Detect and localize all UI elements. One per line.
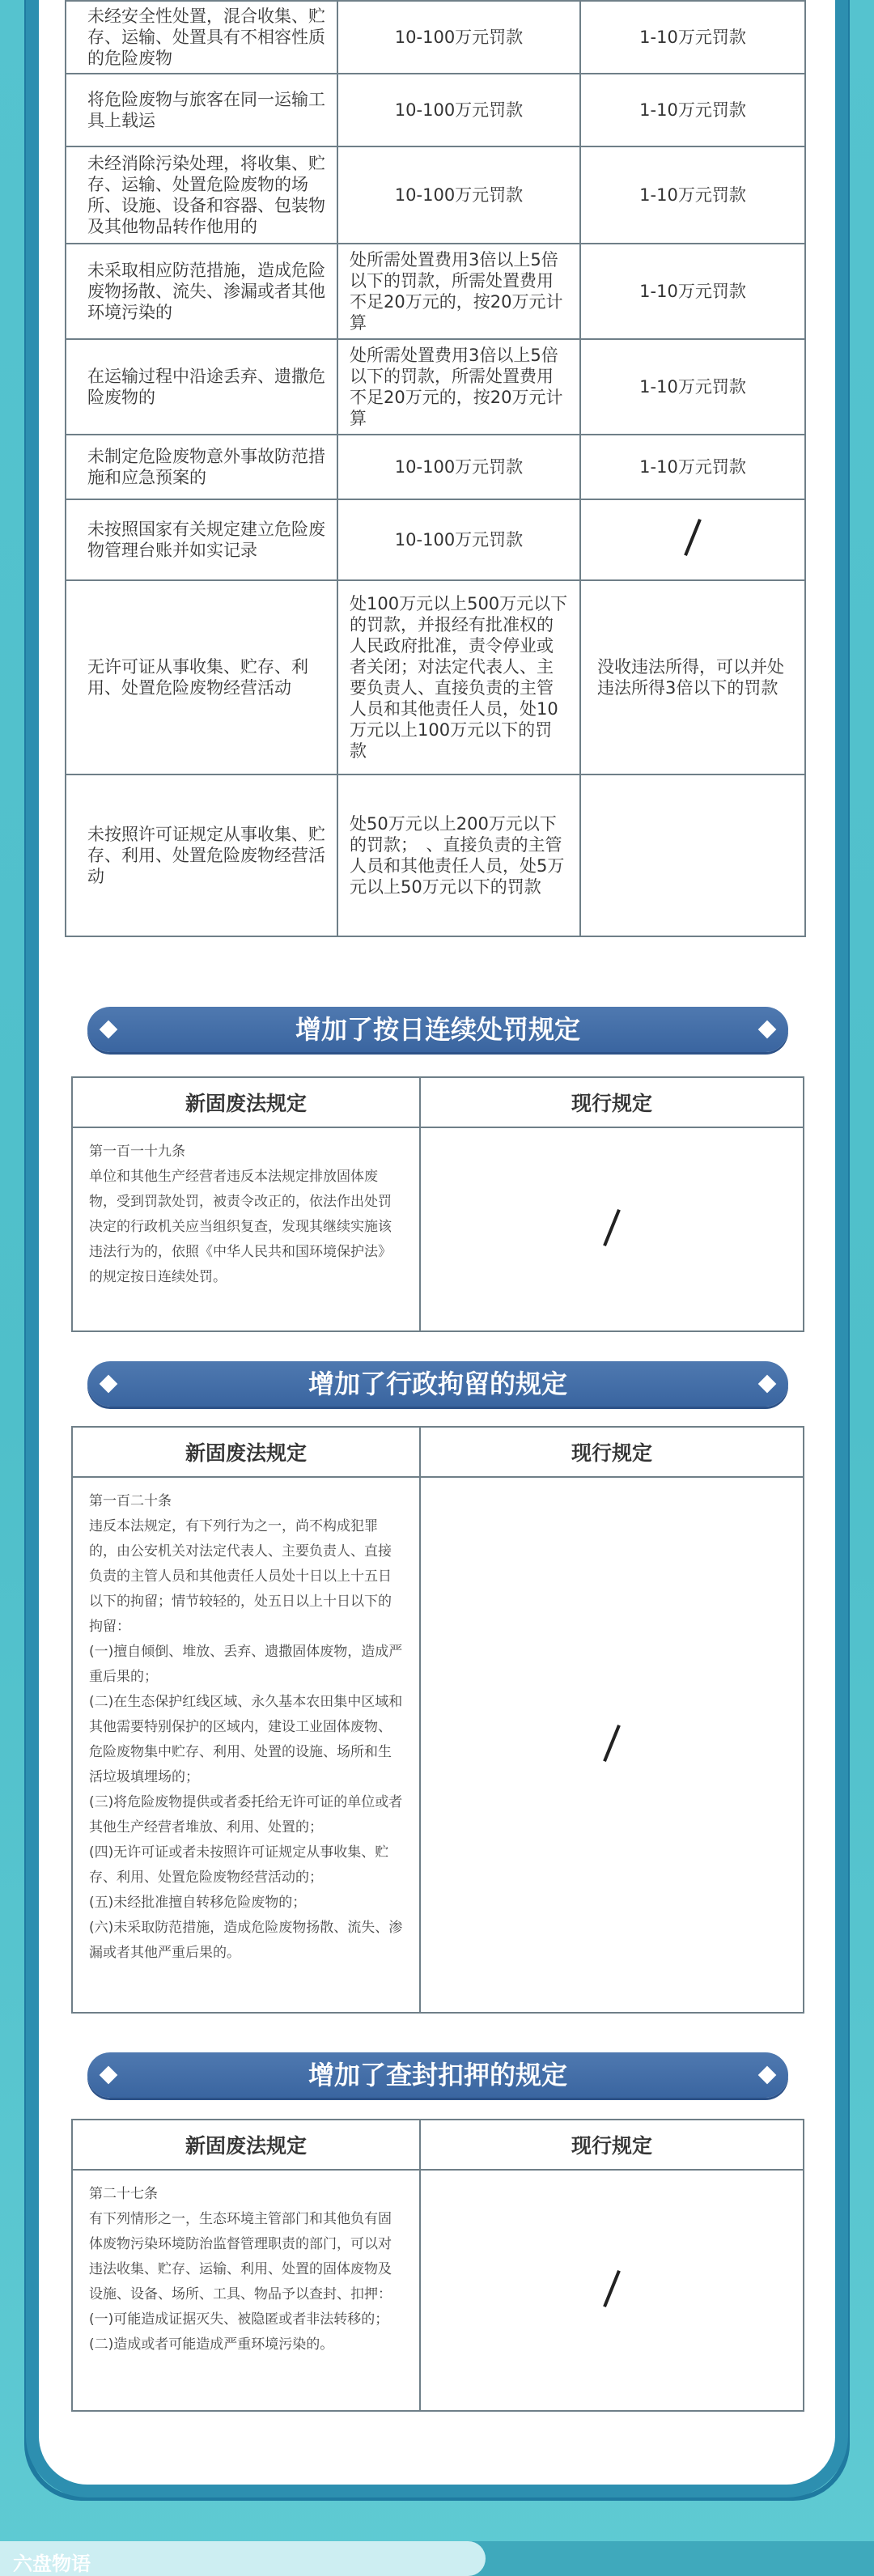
column-header-current: 现行规定 (420, 1427, 804, 1477)
section-ribbon-daily-penalty (87, 1007, 788, 1052)
current-law-cell (420, 2170, 804, 2411)
article-line: (五)未经批准擅自转移危险废物的； (89, 1895, 307, 1911)
new-law-text (72, 1127, 420, 1331)
none-slash-icon (603, 1725, 621, 1762)
current-penalty-cell: 1-10万元罚款 (580, 74, 805, 146)
new-penalty-cell: 处100万元以上500万元以下的罚款，并报经有批准权的人民政府批准，责令停业或者关闭；对法定代表人、主要负责人、直接负责的主管人员和其他责任人员，处10万元以上100万元以下的罚款 (337, 580, 580, 774)
article-line: (一)可能造成证据灭失、被隐匿或者非法转移的； (89, 2311, 389, 2328)
current-penalty-cell (580, 774, 805, 936)
new-penalty-cell: 处所需处置费用3倍以上5倍以下的罚款，所需处置费用不足20万元的，按20万元计算 (337, 244, 580, 339)
new-penalty-cell: 10-100万元罚款 (337, 146, 580, 244)
none-slash-icon (603, 1209, 621, 1246)
penalty-row (66, 580, 805, 774)
section-title: 增加了行政拘留的规定 (308, 1369, 567, 1399)
footer-logo: 六盘物语 (13, 2553, 91, 2575)
current-penalty-cell: 1-10万元罚款 (580, 1, 805, 74)
column-header-current: 现行规定 (420, 2120, 804, 2170)
violation-cell: 无许可证从事收集、贮存、利用、处置危险废物经营活动 (66, 580, 337, 774)
penalty-row (66, 146, 805, 244)
new-penalty-cell: 10-100万元罚款 (337, 1, 580, 74)
article-number: 第一百二十条 (89, 1493, 172, 1509)
article-line: (四)无许可证或者未按照许可证规定从事收集、贮存、利用、处置危险废物经营活动的； (89, 1844, 389, 1886)
diamond-icon (100, 2066, 118, 2085)
column-header-new: 新固废法规定 (72, 1077, 420, 1127)
violation-cell: 未经消除污染处理，将收集、贮存、运输、处置危险废物的场所、设施、设备和容器、包装物及其他物品转作他用的 (66, 146, 337, 244)
violation-cell: 在运输过程中沿途丢弃、遗撒危险废物的 (66, 339, 337, 435)
new-penalty-cell: 处所需处置费用3倍以上5倍以下的罚款，所需处置费用不足20万元的，按20万元计算 (337, 339, 580, 435)
new-penalty-cell: 处50万元以上200万元以下的罚款； 、直接负责的主管人员和其他责任人员，处5万元以上50万元以下的罚款 (337, 774, 580, 936)
diamond-icon (758, 1021, 777, 1039)
new-law-text (72, 2170, 420, 2411)
comparison-table-seizure (71, 2119, 804, 2412)
section-title: 增加了查封扣押的规定 (308, 2060, 567, 2090)
article-line: (一)擅自倾倒、堆放、丢弃、遗撒固体废物，造成严重后果的； (89, 1644, 403, 1685)
new-penalty-cell: 10-100万元罚款 (337, 74, 580, 146)
current-law-cell (420, 1477, 804, 2013)
penalty-row (66, 774, 805, 936)
column-header-current: 现行规定 (420, 1077, 804, 1127)
article-line: (二)在生态保护红线区域、永久基本农田集中区域和其他需要特别保护的区域内，建设工业固体废物、危险废物集中贮存、利用、处置的设施、场所和生活垃圾填埋场的； (89, 1694, 403, 1785)
article-line: 有下列情形之一，生态环境主管部门和其他负有固体废物污染环境防治监督管理职责的部门，可以对违法收集、贮存、运输、利用、处置的固体废物及设施、设备、场所、工具、物品予以查封、扣押： (89, 2211, 392, 2302)
violation-cell: 未按照许可证规定从事收集、贮存、利用、处置危险废物经营活动 (66, 774, 337, 936)
none-slash-icon (603, 2270, 621, 2307)
current-law-cell (420, 1127, 804, 1331)
comparison-table-daily-penalty (71, 1076, 804, 1332)
current-penalty-cell: 没收违法所得，可以并处违法所得3倍以下的罚款 (580, 580, 805, 774)
penalty-row (66, 1, 805, 74)
penalty-row (66, 435, 805, 499)
current-penalty-cell: 1-10万元罚款 (580, 146, 805, 244)
column-header-new: 新固废法规定 (72, 1427, 420, 1477)
diamond-icon (758, 2066, 777, 2085)
section-ribbon-seizure (87, 2052, 788, 2098)
penalty-row (66, 244, 805, 339)
article-line: 单位和其他生产经营者违反本法规定排放固体废物，受到罚款处罚，被责令改正的，依法作出处罚决定的行政机关应当组织复查，发现其继续实施该违法行为的，依照《中华人民共和国环境保护法》的规定按日连续处罚。 (89, 1169, 392, 1285)
penalty-row (66, 74, 805, 146)
article-line: 违反本法规定，有下列行为之一，尚不构成犯罪的，由公安机关对法定代表人、主要负责人、直接负责的主管人员和其他责任人员处十日以上十五日以下的拘留；情节较轻的，处五日以上十日以下的拘留： (89, 1518, 392, 1635)
none-slash-icon (684, 519, 702, 556)
footer-bar (0, 2541, 874, 2576)
section-title: 增加了按日连续处罚规定 (295, 1014, 580, 1045)
violation-cell: 未采取相应防范措施，造成危险废物扬散、流失、渗漏或者其他环境污染的 (66, 244, 337, 339)
penalty-row (66, 499, 805, 580)
current-penalty-cell: 1-10万元罚款 (580, 435, 805, 499)
new-law-text (72, 1477, 420, 2013)
penalty-table (65, 0, 806, 937)
violation-cell: 未按照国家有关规定建立危险废物管理台账并如实记录 (66, 499, 337, 580)
article-line: (三)将危险废物提供或者委托给无许可证的单位或者其他生产经营者堆放、利用、处置的； (89, 1794, 403, 1835)
diamond-icon (100, 1375, 118, 1394)
current-penalty-cell: 1-10万元罚款 (580, 339, 805, 435)
diamond-icon (758, 1375, 777, 1394)
new-penalty-cell: 10-100万元罚款 (337, 435, 580, 499)
comparison-table-detention (71, 1426, 804, 2014)
violation-cell: 将危险废物与旅客在同一运输工具上载运 (66, 74, 337, 146)
current-penalty-cell: 1-10万元罚款 (580, 244, 805, 339)
violation-cell: 未经安全性处置，混合收集、贮存、运输、处置具有不相容性质的危险废物 (66, 1, 337, 74)
article-line: (六)未采取防范措施，造成危险废物扬散、流失、渗漏或者其他严重后果的。 (89, 1920, 403, 1961)
violation-cell: 未制定危险废物意外事故防范措施和应急预案的 (66, 435, 337, 499)
article-number: 第二十七条 (89, 2186, 158, 2202)
article-line: (二)造成或者可能造成严重环境污染的。 (89, 2336, 334, 2353)
penalty-row (66, 339, 805, 435)
section-ribbon-detention (87, 1361, 788, 1407)
new-penalty-cell: 10-100万元罚款 (337, 499, 580, 580)
column-header-new: 新固废法规定 (72, 2120, 420, 2170)
article-number: 第一百一十九条 (89, 1144, 185, 1160)
current-penalty-cell (580, 499, 805, 580)
diamond-icon (100, 1021, 118, 1039)
